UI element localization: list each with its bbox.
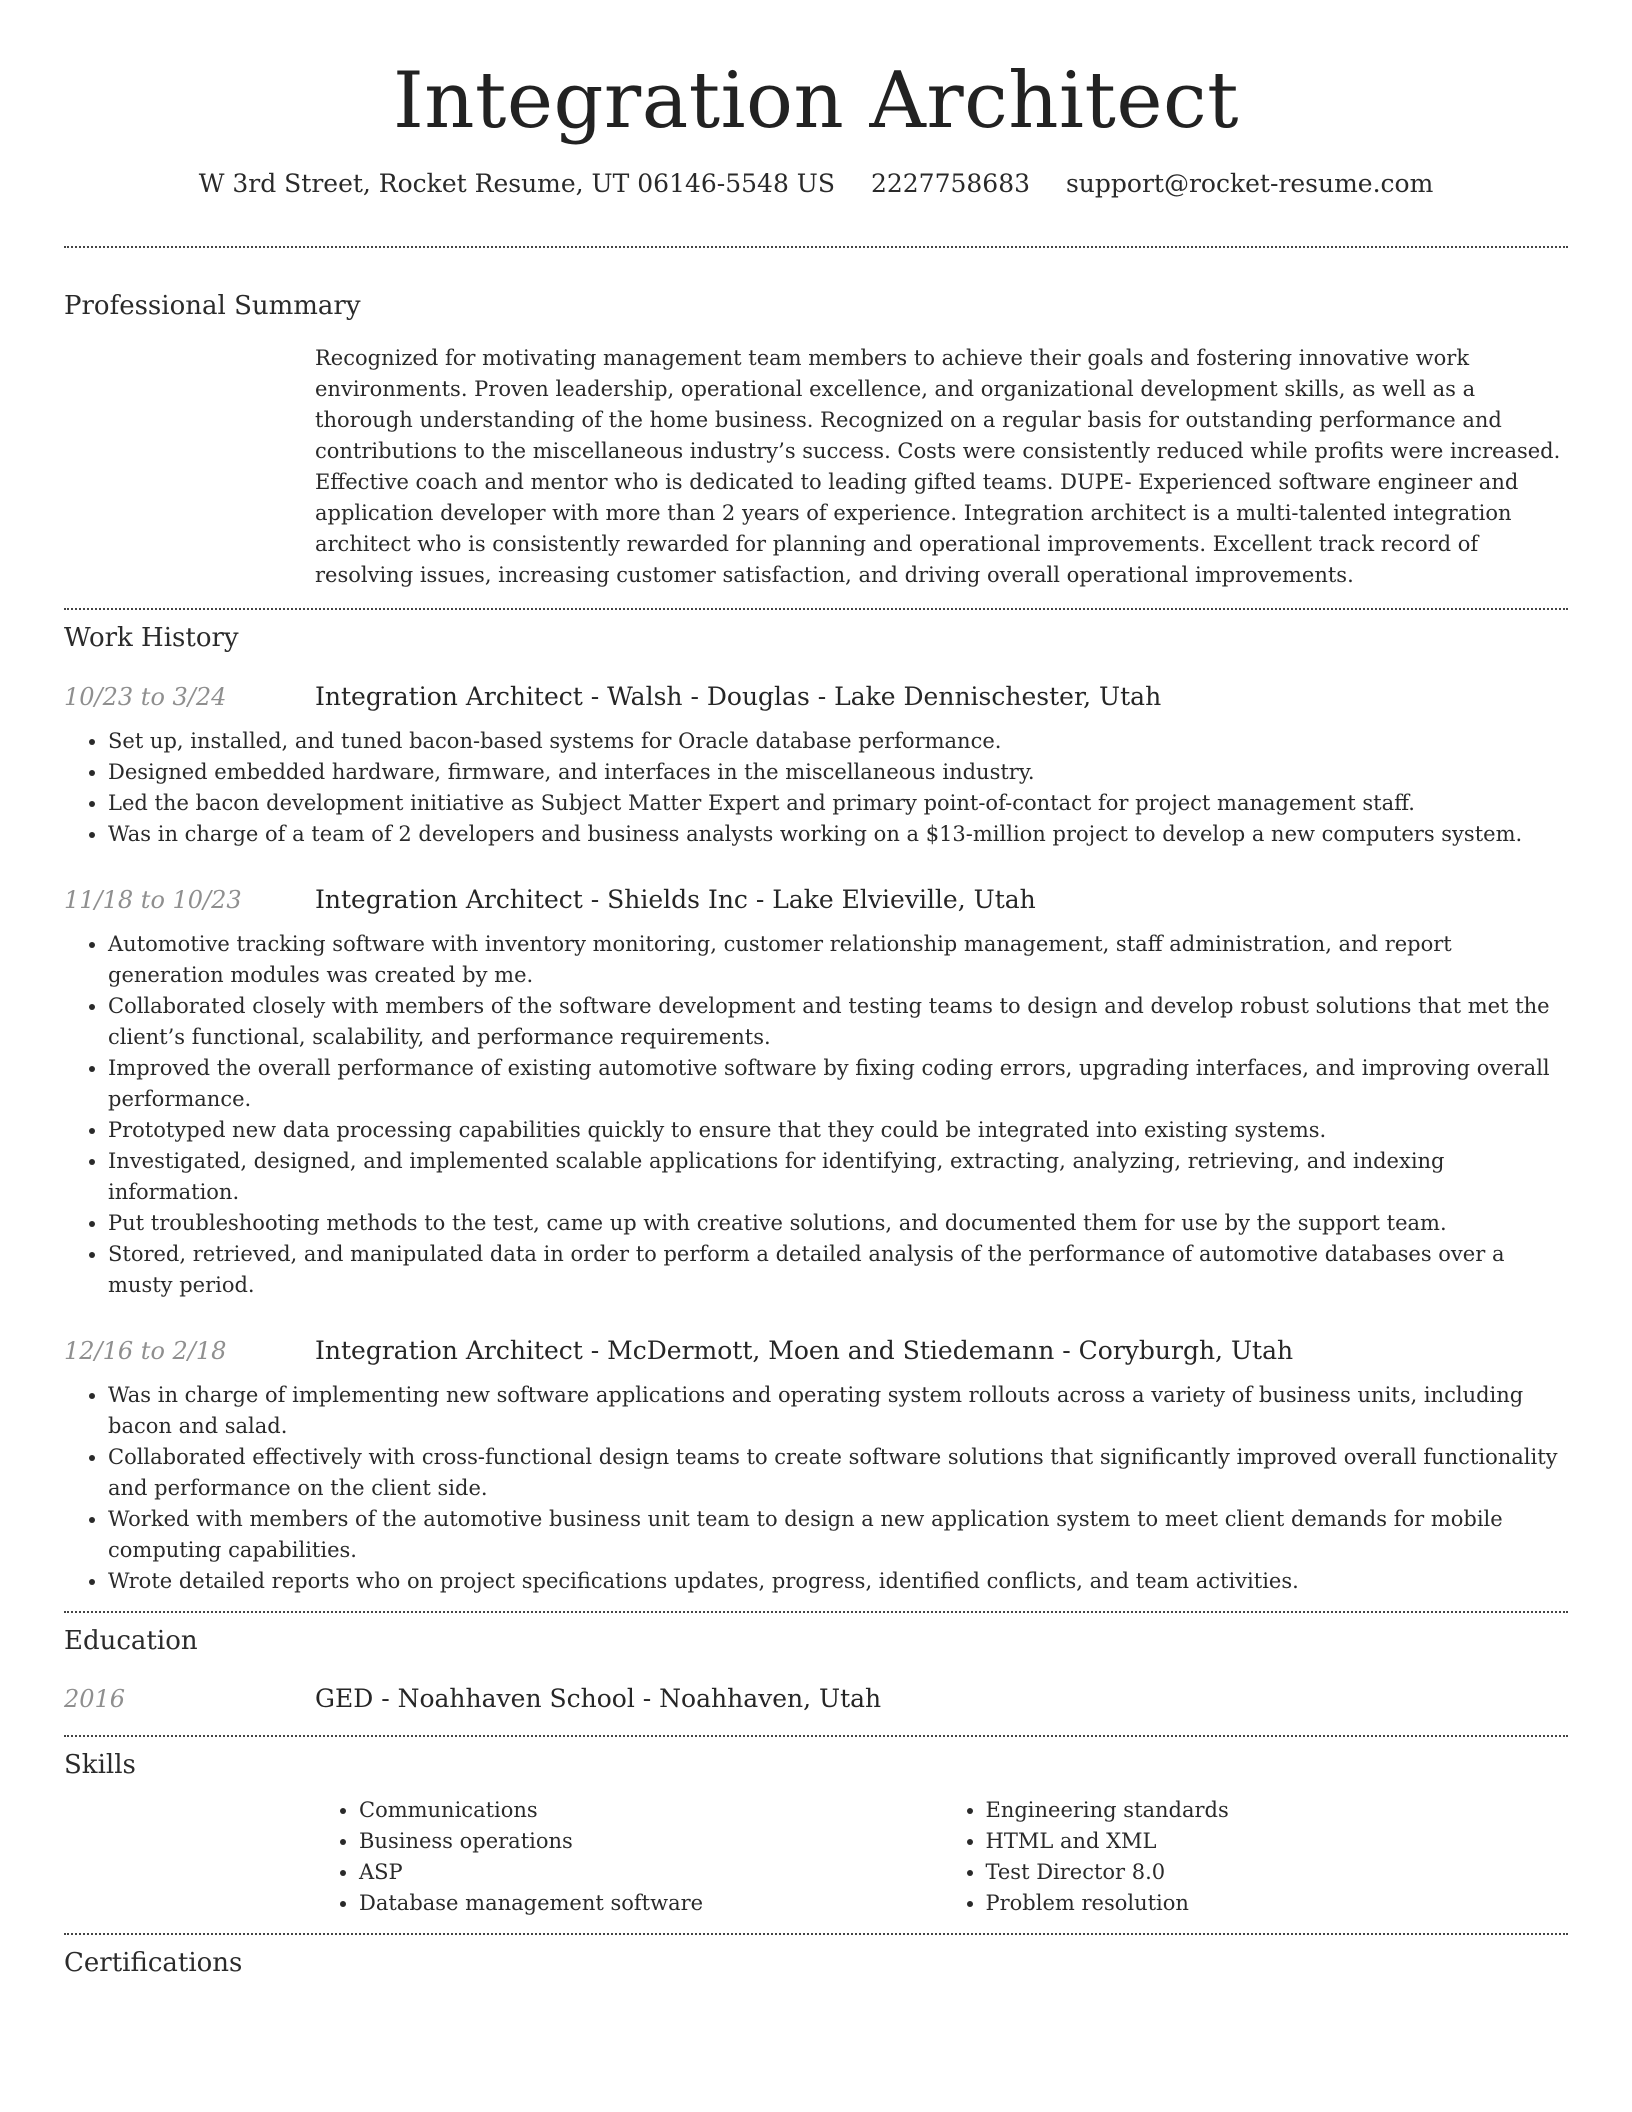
job-title: Integration Architect - Shields Inc - Lake Elvieville, Utah xyxy=(315,885,1036,914)
contact-phone: 2227758683 xyxy=(870,169,1031,198)
job-bullet: • Improved the overall performance of existing automotive software by fixing coding errors, upgrading interfaces, and improving overall performance. xyxy=(108,1053,1568,1115)
education-section xyxy=(64,1625,1568,1715)
job-bullets xyxy=(64,726,1568,850)
job-bullet: • Prototyped new data processing capabilities quickly to ensure that they could be integrated into existing systems. xyxy=(108,1115,1568,1146)
job-bullet: • Collaborated effectively with cross-functional design teams to create software solutions that significantly improved overall functionality and performance on the client side. xyxy=(108,1442,1568,1504)
skill-item: • ASP xyxy=(359,1857,942,1888)
skills-grid xyxy=(315,1795,1568,1919)
job-header xyxy=(64,1335,1568,1367)
job-title: Integration Architect - McDermott, Moen and Stiedemann - Coryburgh, Utah xyxy=(315,1336,1294,1365)
section-divider xyxy=(64,1611,1568,1613)
job-bullet: • Set up, installed, and tuned bacon-based systems for Oracle database performance. xyxy=(108,726,1568,757)
skill-item: • Engineering standards xyxy=(986,1795,1569,1826)
summary-text: Recognized for motivating management team members to achieve their goals and fostering innovative work environments. Proven leadership, operational excellence, and organizational development skills, as well as a thorough understanding of the home business. Recognized on a regular basis for outstanding performance and contributions to the miscellaneous industry’s success. Costs were consistently reduced while profits were increased. Effective coach and mentor who is dedicated to leading gifted teams. DUPE- Experienced software engineer and application developer with more than 2 years of experience. Integration architect is a multi-talented integration architect who is consistently rewarded for planning and operational improvements. Excellent track record of resolving issues, increasing customer satisfaction, and driving overall operational improvements. xyxy=(315,346,1561,587)
resume-name: Integration Architect xyxy=(392,56,1240,146)
skill-item: • Business operations xyxy=(359,1826,942,1857)
certifications-heading: Certifications xyxy=(64,1948,243,1978)
work-history-heading: Work History xyxy=(64,623,239,653)
skill-item: • Communications xyxy=(359,1795,942,1826)
job-dates: 11/18 to 10/23 xyxy=(64,886,242,914)
job-bullet: • Was in charge of implementing new software applications and operating system rollouts across a variety of business units, including bacon and salad. xyxy=(108,1380,1568,1442)
job-bullet: • Led the bacon development initiative as Subject Matter Expert and primary point-of-contact for project management staff. xyxy=(108,788,1568,819)
summary-section xyxy=(64,290,1568,591)
job-entry xyxy=(64,681,1568,850)
education-year: 2016 xyxy=(64,1685,126,1713)
contact-line xyxy=(64,168,1568,200)
certifications-section xyxy=(64,1947,1568,1979)
job-bullet: • Stored, retrieved, and manipulated data in order to perform a detailed analysis of the performance of automotive databases over a musty period. xyxy=(108,1239,1568,1301)
job-header xyxy=(64,884,1568,916)
skill-item: • HTML and XML xyxy=(986,1826,1569,1857)
job-title: Integration Architect - Walsh - Douglas - Lake Dennischester, Utah xyxy=(315,682,1162,711)
resume-page xyxy=(64,0,1568,1979)
job-entry xyxy=(64,1335,1568,1597)
job-bullet: • Was in charge of a team of 2 developers and business analysts working on a $13-million project to develop a new computers system. xyxy=(108,819,1568,850)
work-history-section xyxy=(64,622,1568,1597)
job-bullet: • Wrote detailed reports who on project specifications updates, progress, identified conflicts, and team activities. xyxy=(108,1566,1568,1597)
job-entry xyxy=(64,884,1568,1301)
job-bullet: • Automotive tracking software with inventory monitoring, customer relationship management, staff administration, and report generation modules was created by me. xyxy=(108,929,1568,991)
education-entry xyxy=(64,1683,1568,1715)
job-bullets xyxy=(64,1380,1568,1597)
skills-section xyxy=(64,1749,1568,1919)
job-dates: 10/23 to 3/24 xyxy=(64,683,227,711)
summary-heading: Professional Summary xyxy=(64,291,361,321)
job-bullet: • Collaborated closely with members of the software development and testing teams to design and develop robust solutions that met the client’s functional, scalability, and performance requirements. xyxy=(108,991,1568,1053)
section-divider xyxy=(64,1933,1568,1935)
skills-column-right xyxy=(942,1795,1569,1919)
job-bullets xyxy=(64,929,1568,1301)
job-bullet: • Put troubleshooting methods to the test, came up with creative solutions, and documented them for use by the support team. xyxy=(108,1208,1568,1239)
skill-item: • Database management software xyxy=(359,1888,942,1919)
education-degree: GED - Noahhaven School - Noahhaven, Utah xyxy=(315,1684,882,1713)
job-bullet: • Designed embedded hardware, firmware, and interfaces in the miscellaneous industry. xyxy=(108,757,1568,788)
job-bullet: • Worked with members of the automotive business unit team to design a new application system to meet client demands for mobile computing capabilities. xyxy=(108,1504,1568,1566)
section-divider xyxy=(64,608,1568,610)
contact-email: support@rocket-resume.com xyxy=(1065,169,1434,198)
job-dates: 12/16 to 2/18 xyxy=(64,1337,227,1365)
job-bullet: • Investigated, designed, and implemented scalable applications for identifying, extracting, analyzing, retrieving, and indexing information. xyxy=(108,1146,1568,1208)
section-divider xyxy=(64,246,1568,248)
education-heading: Education xyxy=(64,1626,198,1656)
job-header xyxy=(64,681,1568,713)
section-divider xyxy=(64,1735,1568,1737)
skills-column-left xyxy=(315,1795,942,1919)
skills-heading: Skills xyxy=(64,1750,136,1780)
skill-item: • Problem resolution xyxy=(986,1888,1569,1919)
contact-address: W 3rd Street, Rocket Resume, UT 06146-5548 US xyxy=(198,169,835,198)
skill-item: • Test Director 8.0 xyxy=(986,1857,1569,1888)
